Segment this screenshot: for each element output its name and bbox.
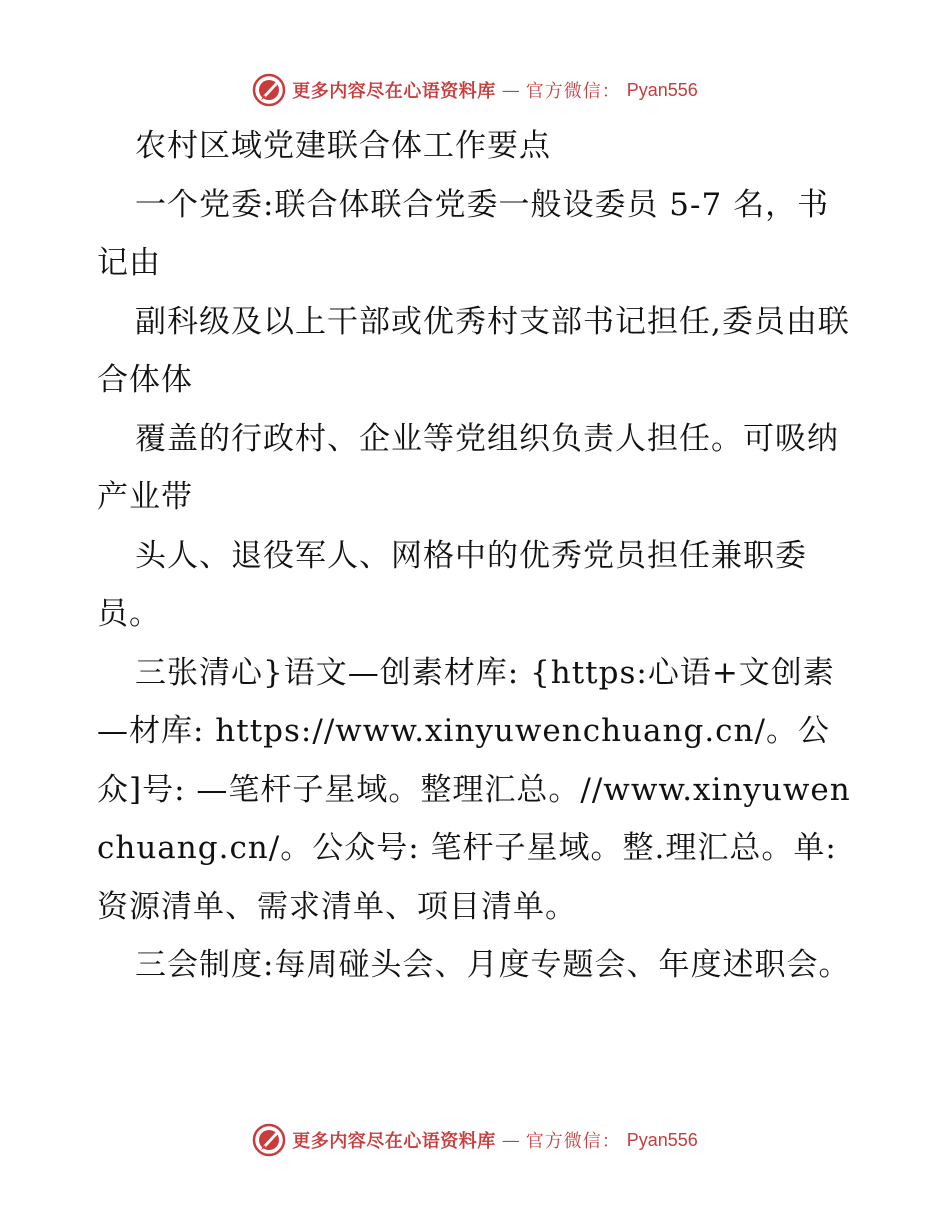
banner-main-text: 更多内容尽在心语资料库	[292, 1131, 496, 1152]
banner-wechat-id: Pyan556	[626, 1129, 698, 1150]
header-watermark-banner	[0, 70, 950, 110]
banner-wechat-id: Pyan556	[626, 79, 698, 100]
paragraph-5: 三张清心}语文—创素材库: {https:心语+文创素—材库: https://www.xinyuwenchuang.cn/。公众]号: —笔杆子星域。整理汇总。//www.xinyuwenchuang.cn/。公众号: 笔杆子星域。整.理汇总。单:资源清单、需求清单、项目清单。	[97, 654, 851, 925]
paragraph-6: 三会制度:每周碰头会、月度专题会、年度述职会。	[135, 947, 851, 983]
paragraph-1: 一个党委:联合体联合党委一般设委员 5-7 名，书记由	[97, 186, 830, 281]
paragraph-3: 覆盖的行政村、企业等党组织负责人担任。可吸纳产业带	[97, 420, 839, 515]
quill-pen-logo-icon	[252, 73, 286, 107]
banner-dash: —	[501, 1129, 520, 1151]
document-title: 农村区域党建联合体工作要点	[135, 128, 551, 164]
document-body	[97, 117, 857, 995]
paragraph-2: 副科级及以上干部或优秀村支部书记担任,委员由联合体体	[97, 303, 850, 398]
banner-main-text: 更多内容尽在心语资料库	[292, 81, 496, 102]
quill-pen-logo-icon	[252, 1123, 286, 1157]
banner-wechat-label: 官方微信：	[525, 1131, 621, 1152]
paragraph-4: 头人、退役军人、网格中的优秀党员担任兼职委员。	[97, 537, 807, 632]
banner-wechat-label: 官方微信：	[525, 81, 621, 102]
banner-dash: —	[501, 79, 520, 101]
footer-watermark-banner	[0, 1120, 950, 1160]
